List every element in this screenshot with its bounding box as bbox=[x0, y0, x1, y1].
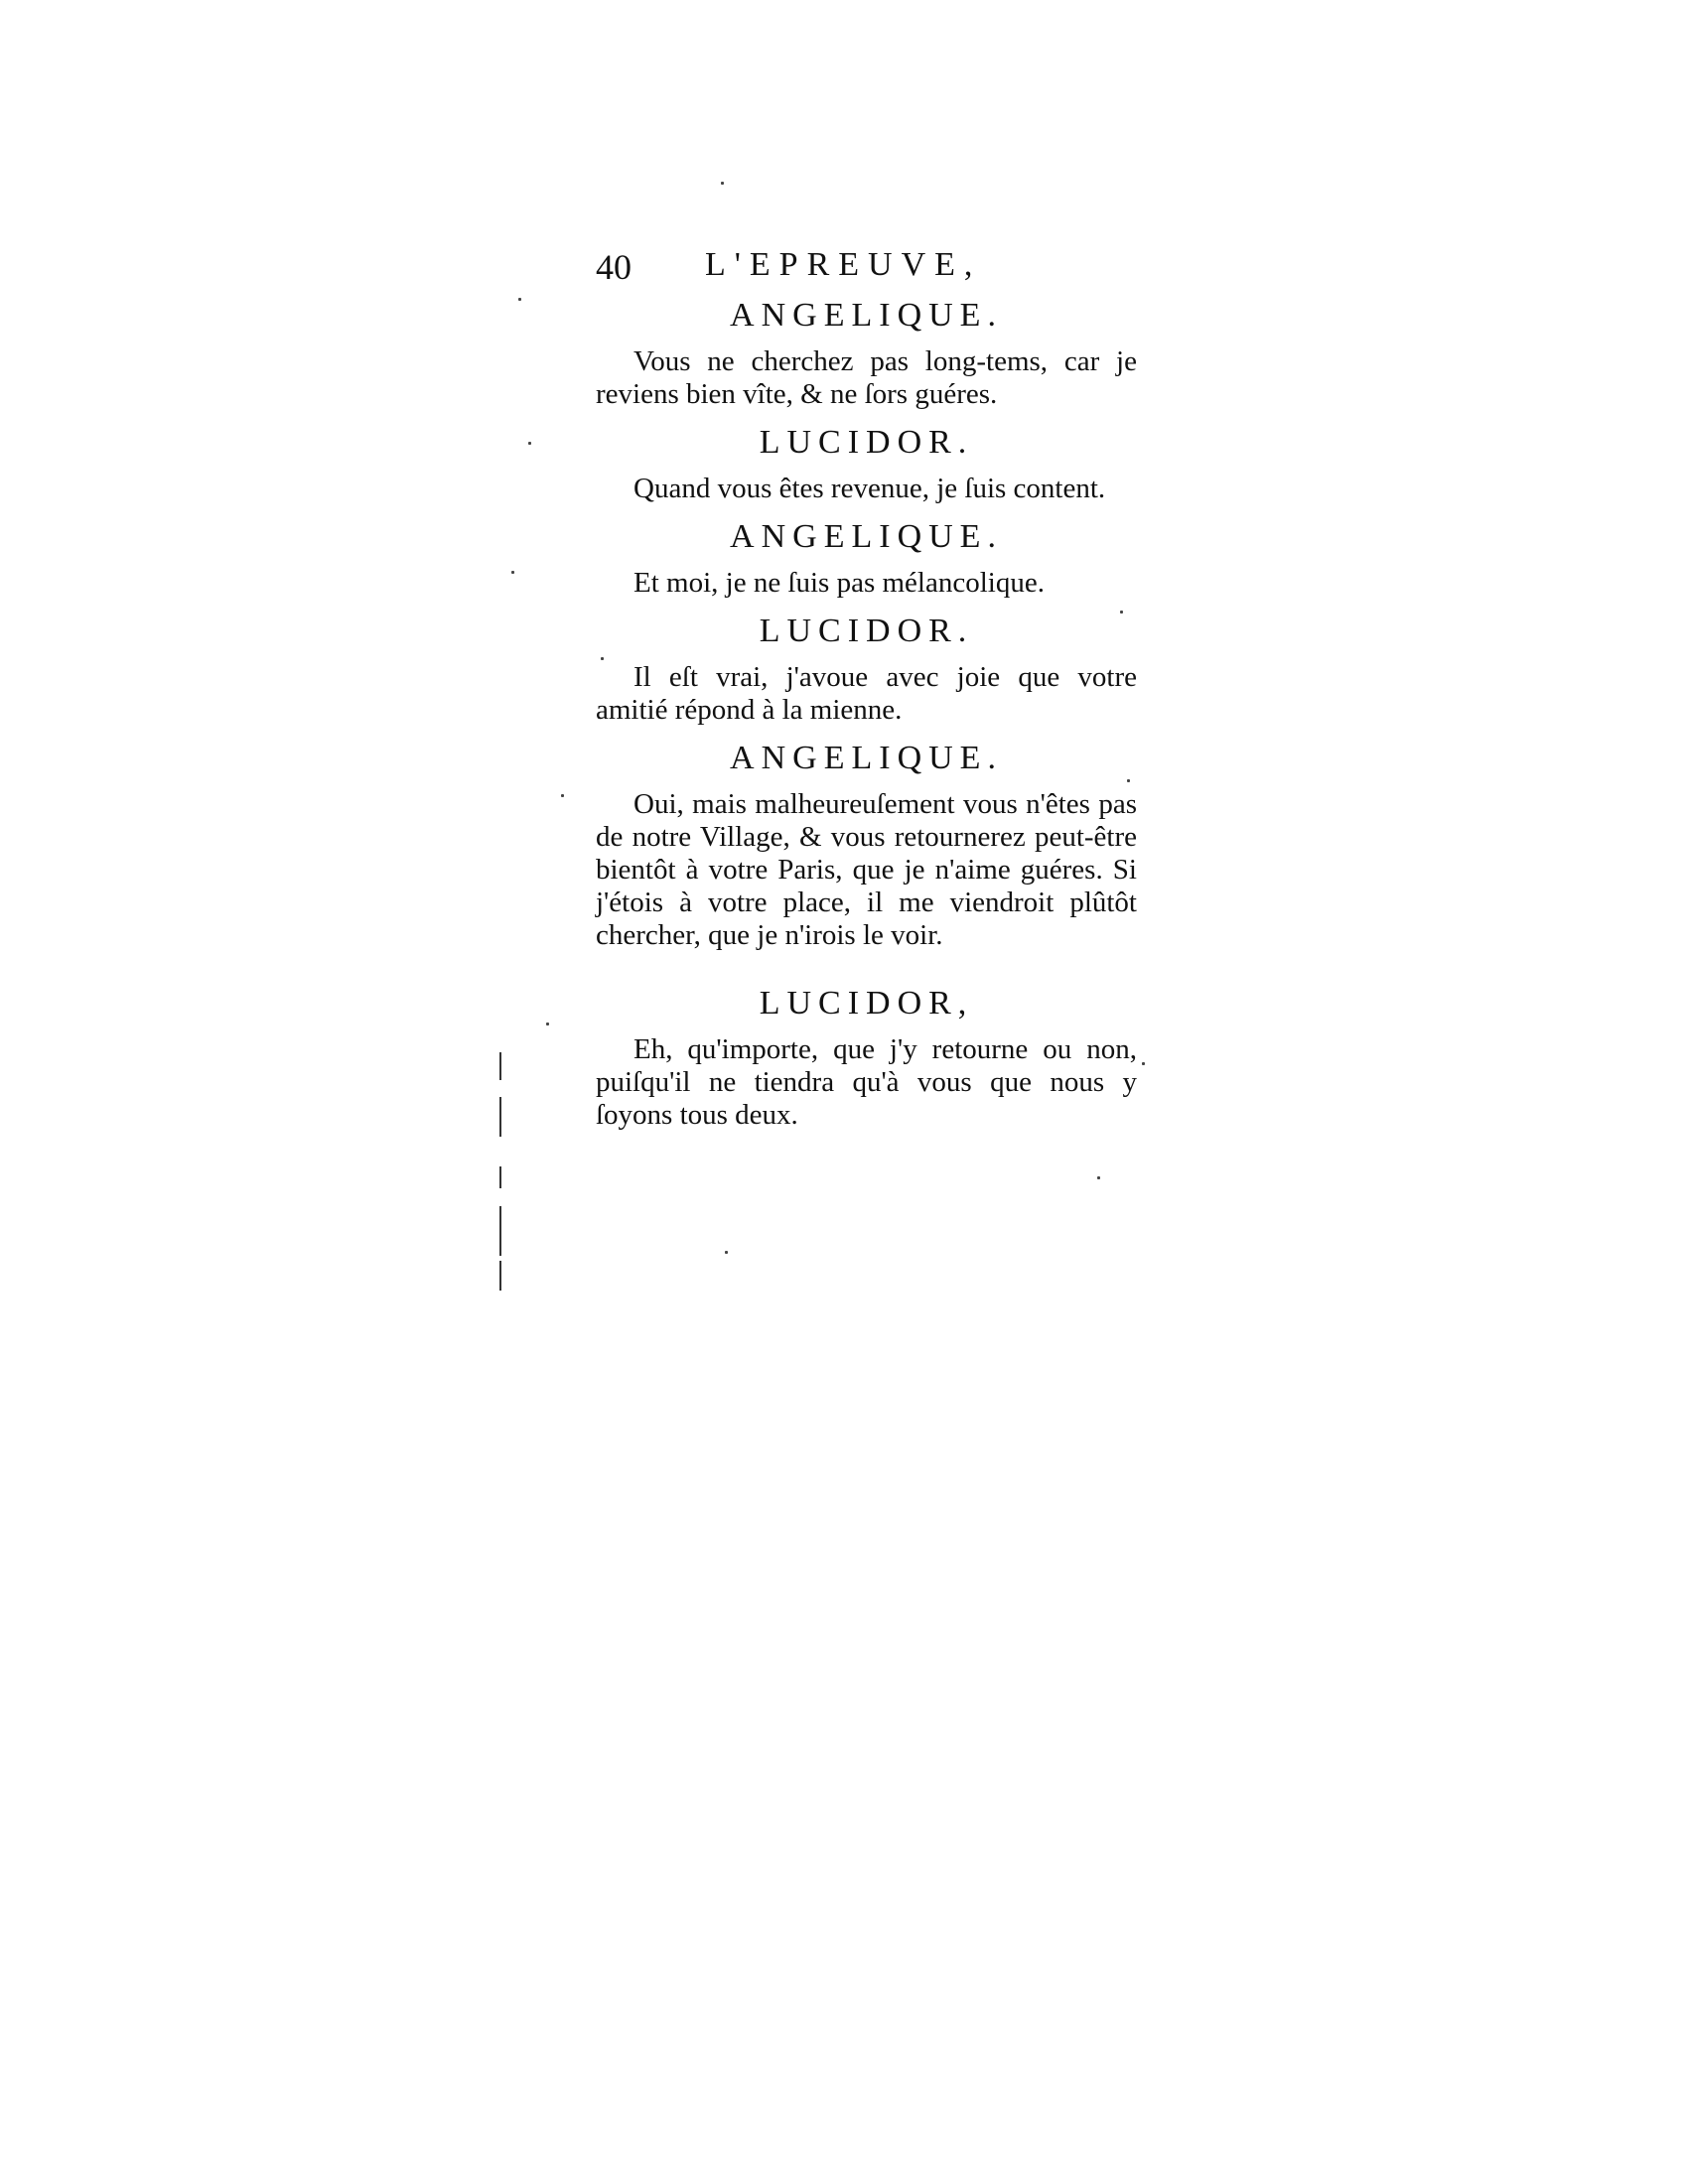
speaker-name: ANGELIQUE. bbox=[730, 518, 1003, 555]
speech-text: Oui, mais malheureuſement vous n'êtes pas de notre Village, & vous retournerez peut-être bientôt à votre Paris, que je n'aime guéres. Si j'étois à votre place, il me viendroit plûtôt chercher, que je n'irois le voir. bbox=[596, 788, 1137, 951]
scan-speck bbox=[1127, 779, 1130, 782]
scan-speck bbox=[1120, 611, 1123, 614]
scan-margin-line bbox=[499, 1166, 501, 1188]
speech-text: Il eſt vrai, j'avoue avec joie que votre amitié répond à la mienne. bbox=[596, 661, 1137, 726]
scan-speck bbox=[546, 1023, 549, 1025]
scan-speck bbox=[528, 442, 531, 445]
spacer bbox=[596, 962, 1137, 982]
speaker-name: LUCIDOR, bbox=[759, 985, 974, 1022]
page-number: 40 bbox=[596, 247, 632, 287]
dialogue-text bbox=[596, 294, 1137, 1142]
speech-text: Vous ne cherchez pas long-tems, car je reviens bien vîte, & ne ſors guéres. bbox=[596, 345, 1137, 410]
speaker-name: ANGELIQUE. bbox=[730, 297, 1003, 334]
scan-margin-line bbox=[499, 1097, 501, 1137]
speech-text: Et moi, je ne ſuis pas mélancolique. bbox=[633, 567, 1045, 599]
speech-text: Quand vous êtes revenue, je ſuis content. bbox=[633, 473, 1106, 504]
scan-margin-line bbox=[499, 1052, 501, 1080]
scan-margin-line bbox=[499, 1261, 501, 1291]
scan-speck bbox=[511, 571, 514, 574]
scan-speck bbox=[601, 657, 604, 660]
scan-speck bbox=[561, 794, 564, 797]
scan-margin-line bbox=[499, 1206, 501, 1256]
speaker-name: LUCIDOR. bbox=[759, 424, 974, 461]
speech-text: Eh, qu'importe, que j'y retourne ou non, puiſqu'il ne tiendra qu'à vous que nous y ſoyons tous deux. bbox=[596, 1033, 1137, 1131]
speaker-name: LUCIDOR. bbox=[759, 613, 974, 649]
scan-speck bbox=[1142, 1062, 1145, 1065]
speaker-name: ANGELIQUE. bbox=[730, 740, 1003, 776]
scan-speck bbox=[1097, 1176, 1100, 1179]
scan-speck bbox=[518, 298, 521, 301]
scan-speck bbox=[725, 1251, 728, 1254]
running-title: L'EPREUVE, bbox=[705, 246, 982, 283]
scan-speck bbox=[721, 182, 724, 185]
